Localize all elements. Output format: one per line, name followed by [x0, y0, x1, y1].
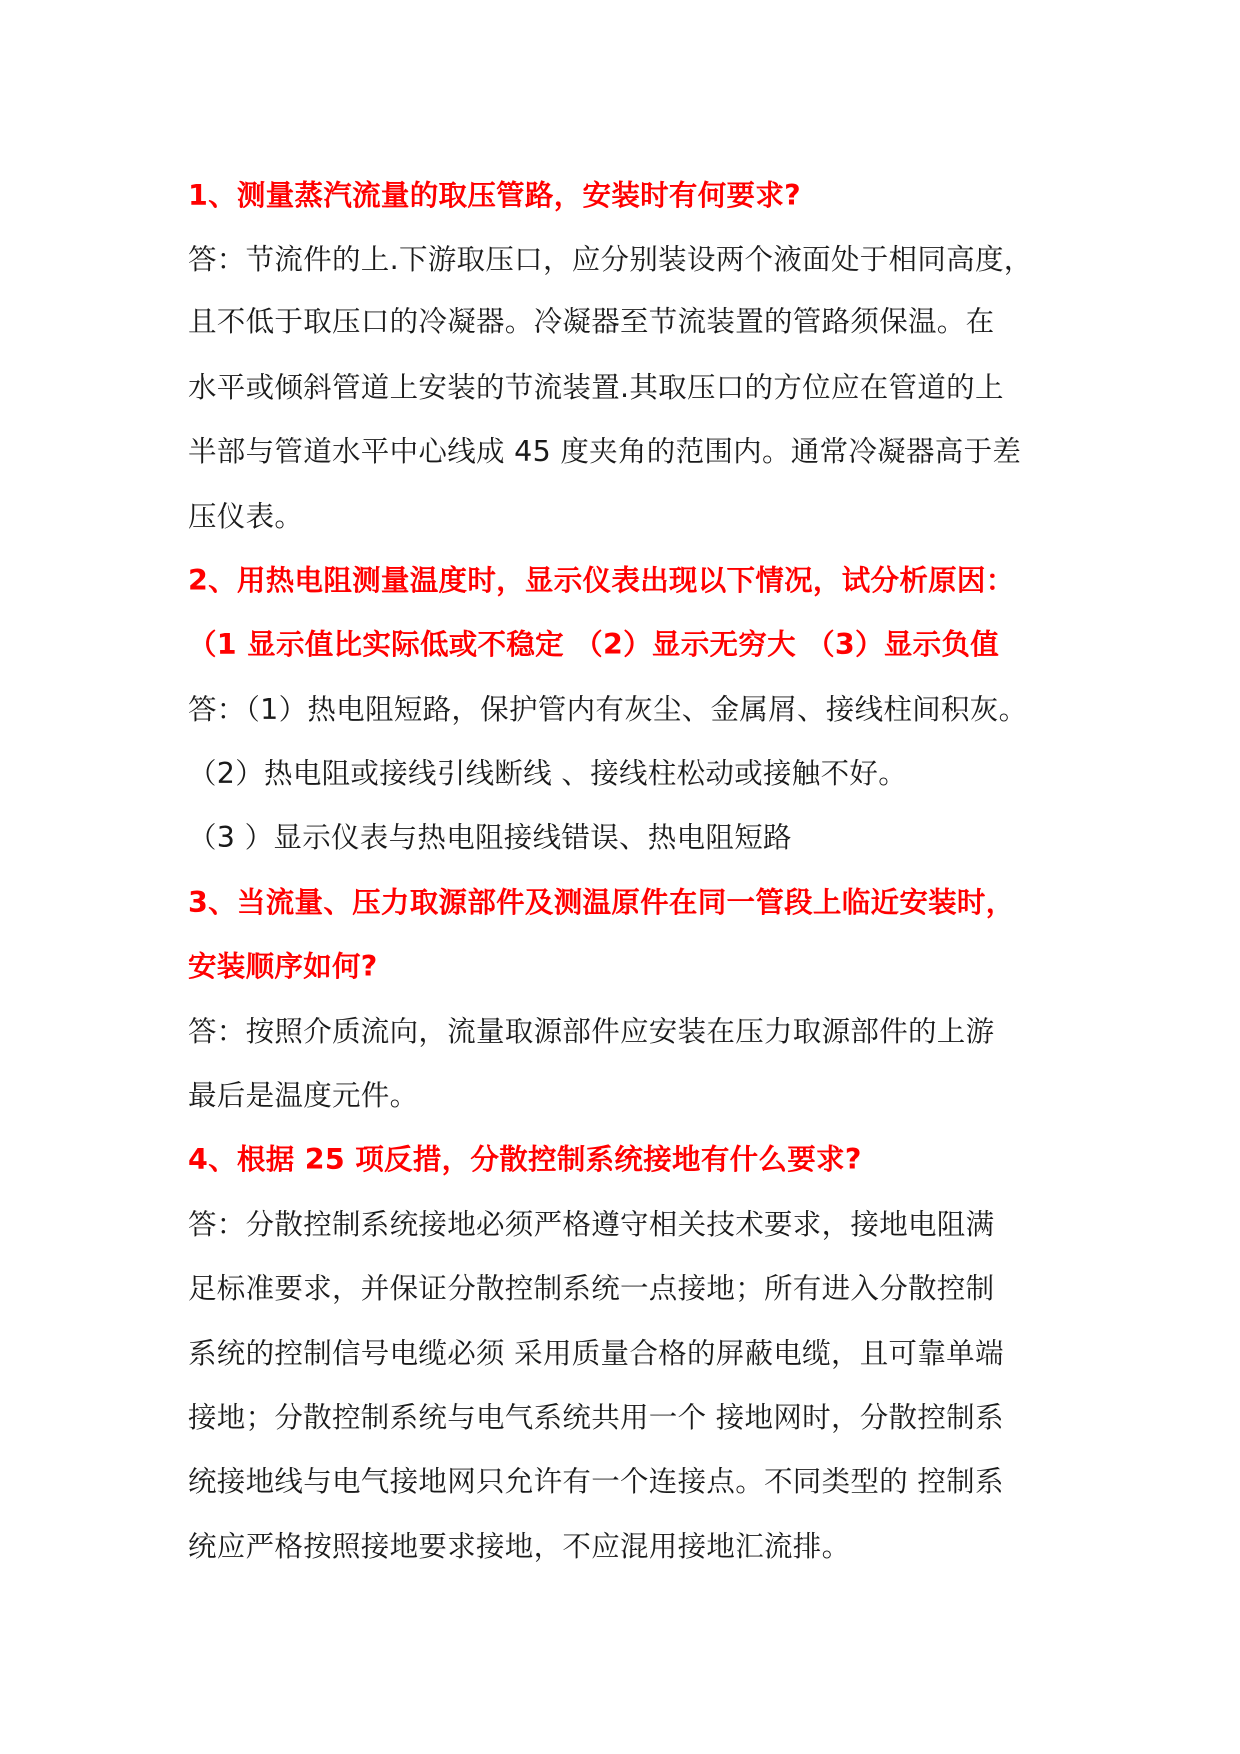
answer-2-line-3: （3 ）显示仪表与热电阻接线错误、热电阻短路 [188, 821, 792, 854]
answer-4-line-1: 答：分散控制系统接地必须严格遵守相关技术要求，接地电阻满 [188, 1208, 995, 1241]
answer-1-line-3: 水平或倾斜管道上安装的节流装置.其取压口的方位应在管道的上 [188, 371, 1004, 404]
question-2-title-line-2: （1 显示值比实际低或不稳定 （2）显示无穷大 （3）显示负值 [188, 628, 1000, 661]
answer-1-line-2: 且不低于取压口的冷凝器。冷凝器至节流装置的管路须保温。在 [188, 305, 995, 338]
answer-4-line-6: 统应严格按照接地要求接地，不应混用接地汇流排。 [188, 1530, 851, 1563]
question-2-title-line-1: 2、用热电阻测量温度时，显示仪表出现以下情况，试分析原因： [188, 564, 1015, 597]
question-3-title-line-1: 3、当流量、压力取源部件及测温原件在同一管段上临近安装时， [188, 886, 1015, 919]
question-4-title: 4、根据 25 项反措，分散控制系统接地有什么要求? [188, 1143, 862, 1176]
answer-4-line-5: 统接地线与电气接地网只允许有一个连接点。不同类型的 控制系 [188, 1465, 1004, 1498]
answer-1-line-1: 答：节流件的上.下游取压口，应分别装设两个液面处于相同高度， [188, 243, 1033, 276]
answer-1-line-5: 压仪表。 [188, 500, 304, 533]
answer-2-line-1: 答：（1）热电阻短路，保护管内有灰尘、金属屑、接线柱间积灰。 [188, 693, 1028, 726]
answer-4-line-4: 接地；分散控制系统与电气系统共用一个 接地网时，分散控制系 [188, 1401, 1004, 1434]
question-3-title-line-2: 安装顺序如何? [188, 950, 378, 983]
answer-4-line-2: 足标准要求，并保证分散控制系统一点接地；所有进入分散控制 [188, 1272, 995, 1305]
answer-4-line-3: 系统的控制信号电缆必须 采用质量合格的屏蔽电缆，且可靠单端 [188, 1337, 1004, 1370]
answer-3-line-2: 最后是温度元件。 [188, 1079, 419, 1112]
answer-3-line-1: 答：按照介质流向，流量取源部件应安装在压力取源部件的上游 [188, 1015, 995, 1048]
answer-2-line-2: （2）热电阻或接线引线断线 、接线柱松动或接触不好。 [188, 757, 907, 790]
question-1-title: 1、测量蒸汽流量的取压管路，安装时有何要求? [188, 179, 801, 212]
answer-1-line-4: 半部与管道水平中心线成 45 度夹角的范围内。通常冷凝器高于差 [188, 435, 1022, 468]
